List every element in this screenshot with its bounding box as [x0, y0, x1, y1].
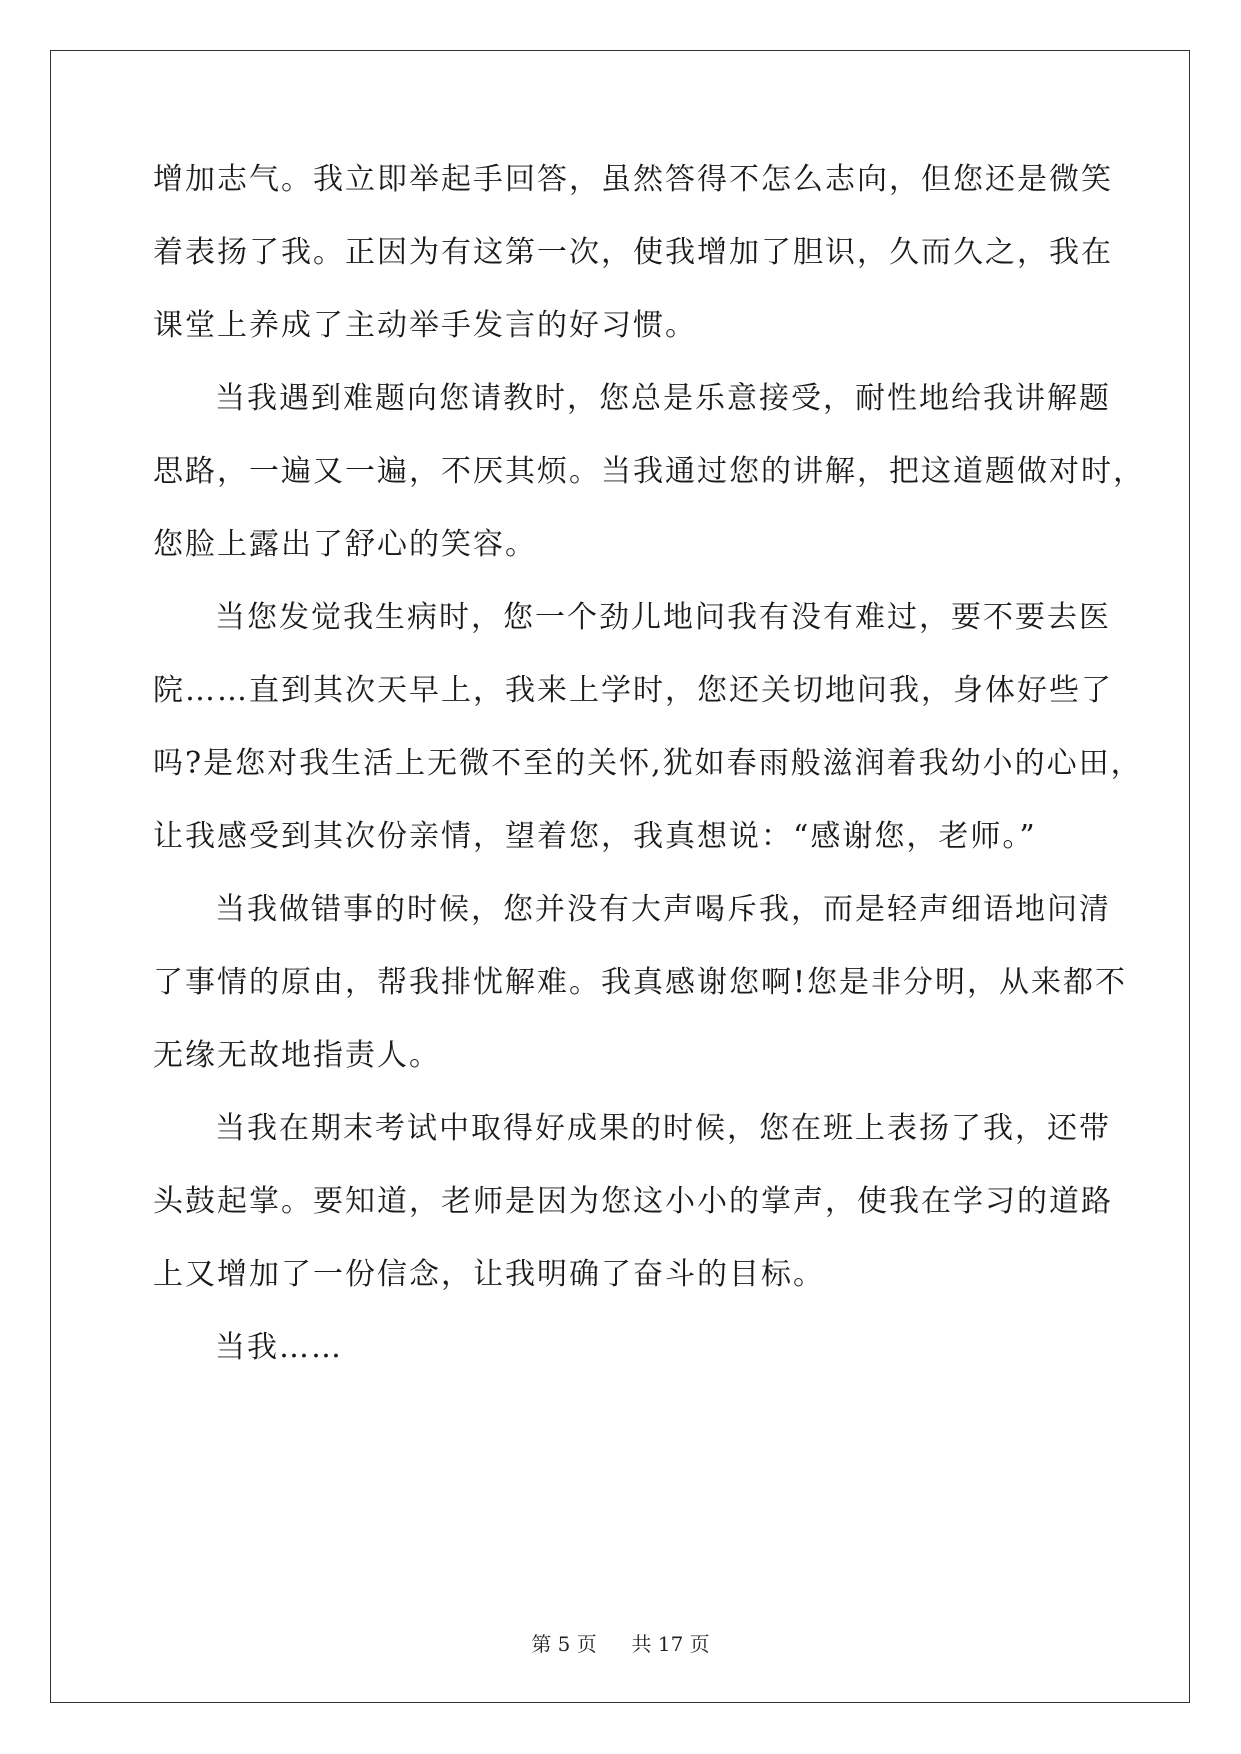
paragraph-start-line: 当我做错事的时候，您并没有大声喝斥我，而是轻声细语地问清: [215, 892, 1111, 927]
text-line: 思路，一遍又一遍，不厌其烦。当我通过您的讲解，把这道题做对时，: [153, 454, 1145, 489]
paragraph-start-line: 当我在期末考试中取得好成果的时候，您在班上表扬了我，还带: [215, 1111, 1111, 1146]
text-line: 了事情的原由，帮我排忧解难。我真感谢您啊!您是非分明，从来都不: [153, 965, 1128, 1000]
page-border: [50, 50, 1190, 1703]
text-line: 吗?是您对我生活上无微不至的关怀,犹如春雨般滋润着我幼小的心田，: [153, 746, 1143, 781]
text-line: 增加志气。我立即举起手回答，虽然答得不怎么志向，但您还是微笑: [153, 162, 1113, 197]
text-line: 让我感受到其次份亲情，望着您，我真想说：“感谢您，老师。”: [153, 819, 1037, 854]
paragraph-start-line: 当您发觉我生病时，您一个劲儿地问我有没有难过，要不要去医: [215, 600, 1111, 635]
paragraph-start-line: 当我……: [215, 1330, 343, 1365]
text-line: 院……直到其次天早上，我来上学时，您还关切地问我，身体好些了: [153, 673, 1113, 708]
text-line: 着表扬了我。正因为有这第一次，使我增加了胆识，久而久之，我在: [153, 235, 1113, 270]
page-total: 共 17 页: [631, 1632, 710, 1656]
text-line: 无缘无故地指责人。: [153, 1038, 441, 1073]
text-line: 头鼓起掌。要知道，老师是因为您这小小的掌声，使我在学习的道路: [153, 1184, 1113, 1219]
text-line: 您脸上露出了舒心的笑容。: [153, 527, 537, 562]
paragraph-start-line: 当我遇到难题向您请教时，您总是乐意接受，耐性地给我讲解题: [215, 381, 1111, 416]
page-footer: [0, 1632, 1241, 1656]
page-number: 第 5 页: [531, 1632, 597, 1656]
text-line: 课堂上养成了主动举手发言的好习惯。: [153, 308, 697, 343]
text-line: 上又增加了一份信念，让我明确了奋斗的目标。: [153, 1257, 825, 1292]
